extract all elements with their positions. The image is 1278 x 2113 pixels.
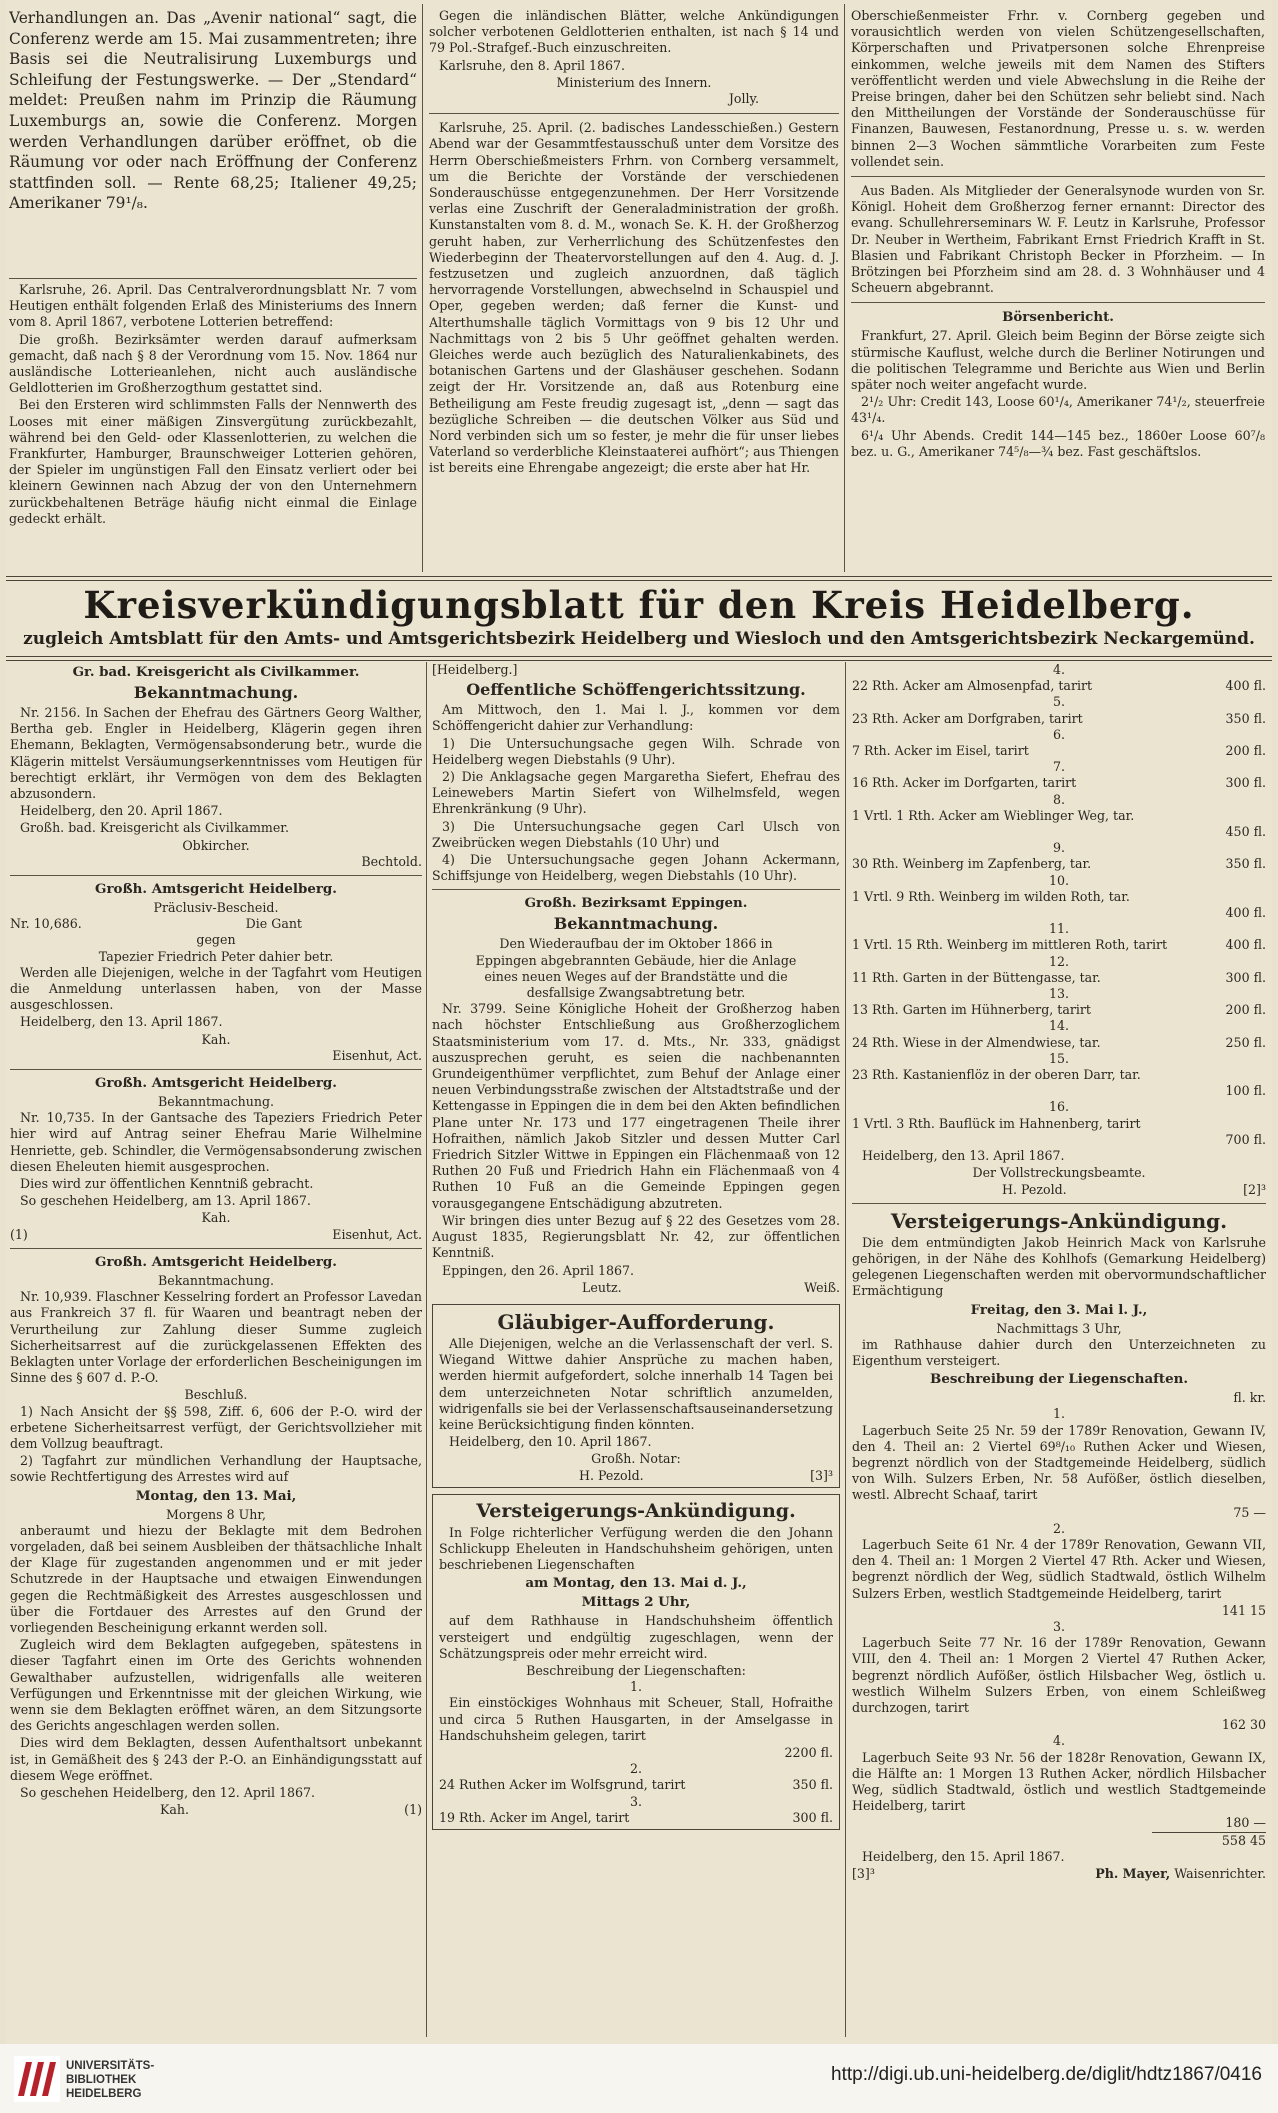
notice-title: Gläubiger-Aufforderung. [497, 1309, 775, 1334]
property-value: 75 — [1233, 1504, 1266, 1520]
property-value: 400 fl. [1225, 937, 1266, 953]
paragraph: Dies wird dem Beklagten, dessen Aufenthaltsort unbekannt ist, in Gemäßheit des § 243 der P.-O. an Einhändigungsstatt auf diesem Wege eröffnet. [10, 1735, 422, 1783]
official-role: Waisenrichter. [1174, 1866, 1266, 1882]
property-value: 100 fl. [1225, 1083, 1266, 1099]
place-label: [Heidelberg.] [432, 662, 518, 677]
list-item [852, 759, 1266, 791]
top-column-3 [851, 8, 1265, 572]
property-description: 11 Rth. Garten in der Büttengasse, tar. [852, 969, 1101, 985]
item-number: 12. [1048, 953, 1070, 969]
dateline: Heidelberg, den 15. April 1867. [862, 1848, 1065, 1864]
property-heading: Beschreibung der Liegenschaften. [930, 1371, 1188, 1388]
library-name-line: UNIVERSITÄTS- [66, 2060, 155, 2072]
case-person: Tapezier Friedrich Peter dahier betr. [98, 948, 334, 964]
signer: H. Pezold. [1002, 1181, 1067, 1197]
property-description: 23 Rth. Kastanienflöz in der oberen Darr, tar. [852, 1067, 1141, 1083]
item-number: 10. [1048, 872, 1070, 888]
masthead-rule-bottom [6, 656, 1272, 661]
masthead-rule-top [6, 576, 1272, 581]
item-number: 16. [1048, 1099, 1070, 1115]
property-description: Lagerbuch Seite 77 Nr. 16 der 1789r Renovation, Gewann VIII, den 4. Theil an: 1 Morgen 2 Viertel 47 Ruthen Acker, begrenzt nördlich Aufößer, östlich Hilsbacher Weg, östlich u. westlich Wilhelm Sulzers Erben, von einem Schleißweg durchzogen, tarirt [852, 1635, 1266, 1715]
list-item: 2) Die Anklagsache gegen Margaretha Siefert, Ehefrau des Leinewebers Martin Siefert von Wilhelmsfeld, wegen Ehrenkränkung (9 Uhr). [432, 769, 840, 817]
list-item [852, 986, 1266, 1018]
property-description: 16 Rth. Acker im Dorfgarten, tarirt [852, 775, 1077, 791]
newspaper-page [6, 0, 1272, 2113]
clerk: Weiß. [804, 1279, 840, 1295]
property-value: 450 fl. [1225, 824, 1266, 840]
property-description: 23 Rth. Acker am Dorfgraben, tarirt [852, 710, 1083, 726]
list-item [852, 840, 1266, 872]
section-heading: Börsenbericht. [1002, 309, 1114, 326]
property-value: 2200 fl. [784, 1744, 833, 1760]
paragraph: 2¹/₂ Uhr: Credit 143, Loose 60¹/₄, Amerikaner 74¹/₂, steuerfreie 43¹/₄. [851, 394, 1265, 426]
top-column-2 [429, 8, 839, 572]
property-description: 24 Ruthen Acker im Wolfsgrund, tarirt [439, 1777, 686, 1793]
masthead-subtitle: zugleich Amtsblatt für den Amts- und Amtsgerichtsbezirk Heidelberg und Wiesloch und den Amtsgerichtsbezirk Neckargemünd. [23, 629, 1255, 649]
paragraph: Karlsruhe, 25. April. (2. badisches Landesschießen.) Gestern Abend war der Gesammtfestausschuß unter dem Vorsitze des Herrn Oberschießmeisters Frhrn. von Cornberg versammelt, um die Berichte der Vorstände der verschiedenen Sonderauschüsse entgegenzunehmen. Der Herr Vorsitzende verlas eine Zuschrift der Generaladministration der großh. Kunstanstalten vom 8. d. M., wonach Se. K. H. der Großherzog geruht haben, zur Verherrlichung des Schützenfestes den Wiederbeginn der Theatervorstellungen auf den 4. Aug. d. J. festzusetzen und zugleich anzuordnen, daß täglich hervorragende Vorstellungen, abwechselnd in Schauspiel und Oper, gegeben werden; daß ferner die Kunst- und Alterthumshalle täglich Vormittags von 9 bis 12 Uhr und Nachmittags von 2 bis 5 Uhr geöffnet gehalten werden. Gleiches werde auch bezüglich des Naturalienkabinets, des botanischen Gartens und der Glashäuser geschehen. Sodann zeigt der Hr. Vorsitzende an, daß aus Rotenburg eine Betheiligung am Feste freudig zugesagt ist, „denn — sagt das bezügliche Schreiben — die deutschen Völker aus Süd und Nord verbinden sich um so fester, je mehr die für unser liebes Vaterland so verderbliche Kleinstaaterei aufhört“; aus Thiengen ist bereits eine Ehrengabe angezeigt; die erste aber hat Hr. [429, 120, 839, 476]
ministry-label: Ministerium des Innern. [556, 74, 712, 90]
clerk: Eisenhut, Act. [332, 1047, 422, 1063]
divider [851, 302, 1265, 303]
property-list [852, 662, 1266, 1148]
property-value: 180 — [1225, 1815, 1266, 1831]
signer: H. Pezold. [579, 1467, 644, 1483]
library-footer [0, 2044, 1278, 2113]
permalink[interactable]: http://digi.ub.uni-heidelberg.de/diglit/hdtz1867/0416 [831, 2064, 1262, 2085]
divider [852, 1203, 1266, 1204]
property-value: 141 15 [1221, 1602, 1266, 1618]
paragraph: im Rathhause dahier durch den Unterzeichneten zu Eigenthum versteigert. [852, 1336, 1266, 1368]
property-heading: Beschreibung der Liegenschaften: [526, 1662, 746, 1678]
property-value: 300 fl. [1225, 969, 1266, 985]
item-number: 1. [1052, 1406, 1066, 1422]
property-description: 1 Vrtl. 1 Rth. Acker am Wieblinger Weg, tar. [852, 807, 1135, 823]
paragraph: In Folge richterlicher Verfügung werden die den Johann Schlickupp Eheleuten in Handschuhsheim gehörigen, unten beschriebenen Liegenschaften [439, 1524, 833, 1573]
signature-row [432, 1280, 840, 1296]
item-number: 7. [1052, 759, 1066, 775]
item-number: 3. [1052, 1618, 1066, 1634]
list-item [852, 954, 1266, 986]
property-description: Lagerbuch Seite 61 Nr. 4 der 1789r Renovation, Gewann VII, den 4. Theil an: 1 Morgen 2 Viertel 47 Rth. Acker und Wiesen, begrenzt nördlich der Weg, südlich Stadtwald, östlich Wilhelm Sulzers Erben, westlich Stadtgemeinde Heidelberg, tarirt [852, 1536, 1266, 1601]
dateline: Heidelberg, den 20. April 1867. [20, 803, 223, 819]
signature-row [852, 1866, 1266, 1882]
property-description: Ein einstöckiges Wohnhaus mit Scheuer, Stall, Hofraithe und circa 5 Ruthen Hausgarten, in der Amselgasse in Handschuhsheim gelegen, tarirt [439, 1695, 833, 1743]
middle-column [432, 662, 840, 2034]
list-item [852, 727, 1266, 759]
clerk: Eisenhut, Act. [332, 1226, 422, 1242]
resolution-item: 2) Tagfahrt zur mündlichen Verhandlung der Hauptsache, sowie Rechtfertigung des Arrestes wird auf [10, 1453, 422, 1485]
property-value: 300 fl. [792, 1809, 833, 1825]
divider [10, 1069, 422, 1070]
divider [429, 113, 839, 114]
property-row [439, 1810, 833, 1826]
list-item [852, 662, 1266, 694]
signer: Ph. Mayer, [1095, 1866, 1171, 1882]
property-value: 350 fl. [1225, 710, 1266, 726]
property-description: Lagerbuch Seite 25 Nr. 59 der 1789r Renovation, Gewann IV, den 4. Theil an: 2 Viertel 69⁸/₁₀ Ruthen Acker und Wiesen, begrenzt nördlich von der Stadtgemeinde Heidelberg, südlich von Wilh. Sulzers Erben, Nr. 58 Aufößer, östlich dieselben, westl. Albrecht Schaaf, tarirt [852, 1422, 1266, 1503]
property-description: 1 Vrtl. 3 Rth. Bauflück im Hahnenberg, tarirt [852, 1115, 1141, 1131]
notice-title: Oeffentliche Schöffengerichtssitzung. [466, 680, 806, 700]
property-value: 162 30 [1221, 1717, 1266, 1733]
auction-time: Mittags 2 Uhr, [581, 1594, 691, 1611]
paragraph: anberaumt und hiezu der Beklagte mit dem Bedrohen vorgeladen, daß bei seinem Ausbleiben der thätsachliche Inhalt der Klage für zugestanden angenommen und er mit jeder Schutzrede in der Hauptsache und etwaigen Einwendungen gegen die Rechtmäßigkeit des Arrestes ausgeschlossen und über die Fortdauer des Arrestes auf den Grund der vorliegenden Bescheinigung erkannt werden soll. [10, 1522, 422, 1635]
property-value: 350 fl. [1225, 856, 1266, 872]
resolution-item: 1) Nach Ansicht der §§ 598, Ziff. 6, 606 der P.-O. wird der erbetene Sicherheitsarrest verfügt, der Gerichtsvollzieher mit dem Vollzug beauftragt. [10, 1403, 422, 1451]
paragraph: auf dem Rathhause in Handschuhsheim öffentlich versteigert und endgültig zugeschlagen, wenn der Schätzungspreis oder mehr erreicht wird. [439, 1613, 833, 1661]
hearing-time: Morgens 8 Uhr, [166, 1506, 266, 1522]
list-item [852, 921, 1266, 953]
paragraph: Dies wird zur öffentlichen Kenntniß gebracht. [20, 1176, 314, 1192]
notice-number: [3]³ [810, 1467, 833, 1483]
paragraph: Gegen die inländischen Blätter, welche Ankündigungen solcher verbotenen Geldlotterien enthalten, ist nach § 14 und 79 Pol.-Strafgef.-Buch einzuschreiten. [429, 8, 839, 56]
left-column [10, 662, 422, 2034]
dateline: Heidelberg, den 13. April 1867. [862, 1148, 1065, 1164]
notice-title: Präclusiv-Bescheid. [153, 900, 279, 916]
hearing-date: Montag, den 13. Mai, [135, 1487, 297, 1504]
property-description: 7 Rth. Acker im Eisel, tarirt [852, 743, 1029, 759]
paragraph: Die großh. Bezirksämter werden darauf aufmerksam gemacht, daß nach § 8 der Verordnung vom 15. Nov. 1864 nur ausländische Lotterieanlehen, nicht auch ausländische Geldlotterien im Großherzogthum gestattet sind. [9, 331, 417, 396]
case-line [10, 916, 422, 932]
auction-date: am Montag, den 13. Mai d. J., [525, 1575, 747, 1592]
signer: Kah. [160, 1802, 190, 1818]
list-item [852, 1018, 1266, 1050]
item-number: 2. [629, 1761, 643, 1777]
notice-title: Versteigerungs-Ankündigung. [890, 1208, 1228, 1233]
paragraph: Verhandlungen an. Das „Avenir national“ sagt, die Conferenz werde am 15. Mai zusammentreten; ihre Basis sei die Neutralisirung Luxemburgs und Schleifung der Festungswerke. — Der „Stendard“ meldet: Preußen nahm im Prinzip die Räumung Luxemburgs an, sowie die Conferenz. Morgen werden Verhandlungen darüber eröffnet, ob die Räumung vor oder nach Eröffnung der Conferenz stattfinden soll. — Rente 68,25; Italiener 49,25; Amerikaner 79¹/₈. [9, 9, 417, 213]
library-name-line: HEIDELBERG [66, 2088, 142, 2100]
resolution-heading: Beschluß. [184, 1387, 248, 1403]
item-number: 13. [1048, 986, 1070, 1002]
case-gegen: gegen [196, 932, 236, 948]
item-number: 15. [1048, 1050, 1070, 1066]
notice-number: [2]³ [1243, 1181, 1266, 1197]
signer: Obkircher. [182, 837, 250, 853]
property-description: Lagerbuch Seite 93 Nr. 56 der 1828r Renovation, Gewann IX, die Hälfte an: 1 Morgen 13 Ruthen Acker, nördlich Hilsbacher Weg, südlich Stadtwald, östlich und westlich Stadtgemeinde Heidelberg, tarirt [852, 1749, 1266, 1814]
top-column-1b [9, 282, 417, 572]
case-number: Nr. 10,686. [10, 916, 82, 932]
property-description: 19 Rth. Acker im Angel, tarirt [439, 1809, 630, 1825]
paragraph: Nr. 3799. Seine Königliche Hoheit der Großherzog haben nach höchster Entschließung aus Großherzoglichem Staatsministerium vom 17. d. Mts., Nr. 333, gnädigst auszusprechen geruht, es seien die nachbenannten Grundeigenthümer verpflichtet, zum Behuf der Anlage einer neuen Verbindungsstraße zwischen der Altstadtstraße und der Kettengasse in Eppingen die in dem bei den Akten befindlichen Plane unter Nr. 173 und 177 eingetragenen Theile ihrer Hofraithen, nämlich Jakob Sitzler und dessen Mutter Carl Friedrich Sitzler Wittwe in Eppingen ein Flächenmaaß von 12 Ruthen 20 Fuß und Friedrich Hahn ein Flächenmaaß von 4 Ruthen 10 Fuß an die Gemeinde Eppingen gegen vorausgegangene Entschädigung abzutreten. [432, 1001, 840, 1211]
list-item: 3) Die Untersuchungsache gegen Carl Ulsch von Zweibrücken wegen Diebstahls (10 Uhr) und [432, 818, 840, 850]
court-name: Großh. bad. Kreisgericht als Civilkammer. [20, 820, 289, 836]
property-description: 22 Rth. Acker am Almosenpfad, tarirt [852, 678, 1093, 694]
list-item: 1) Die Untersuchungsache gegen Wilh. Schrade von Heidelberg wegen Diebstahls (9 Uhr). [432, 735, 840, 767]
signer: Leutz. [582, 1279, 622, 1295]
paragraph: Frankfurt, 27. April. Gleich beim Beginn der Börse zeigte sich stürmische Kauflust, welche durch die Berliner Notirungen und die politischen Telegramme und Berichte aus Wien und Berlin später noch weiter angefacht wurde. [851, 328, 1265, 393]
item-number: 6. [1052, 726, 1066, 742]
divider [10, 875, 422, 876]
notice-title: Versteigerungs-Ankündigung. [476, 1499, 796, 1522]
list-item [852, 873, 1266, 922]
list-item [852, 1051, 1266, 1100]
list-item [852, 792, 1266, 841]
library-name-line: BIBLIOTHEK [66, 2074, 137, 2086]
dateline: Heidelberg, den 13. April 1867. [20, 1014, 223, 1030]
property-description: 24 Rth. Wiese in der Almendwiese, tar. [852, 1034, 1101, 1050]
signature-row [10, 1802, 422, 1818]
auction-time: Nachmittags 3 Uhr, [996, 1320, 1122, 1336]
notice-title: Bekanntmachung. [157, 1272, 275, 1288]
notice-number: (1) [10, 1226, 28, 1242]
property-row [439, 1777, 833, 1793]
property-value: 400 fl. [1225, 678, 1266, 694]
paragraph: Die dem entmündigten Jakob Heinrich Mack von Karlsruhe gehörigen, in der Nähe des Kohlhofs (Gemarkung Heidelberg) gelegenen Liegenschaften werden mit obervormundschaftlicher Ermächtigung [852, 1234, 1266, 1299]
total-value: 558 45 [1152, 1832, 1266, 1849]
signature-row [852, 1182, 1266, 1198]
notice-issuer: Großh. Amtsgericht Heidelberg. [95, 1075, 337, 1092]
list-item [852, 1099, 1266, 1148]
property-value: 400 fl. [1225, 905, 1266, 921]
notice-number: [3]³ [852, 1866, 875, 1882]
item-number: 4. [1052, 662, 1066, 677]
paragraph: 6¹/₄ Uhr Abends. Credit 144—145 bez., 1860er Loose 60⁷/₈ bez. u. G., Amerikaner 74⁵/₈—¾ bez. Fast geschäftslos. [851, 427, 1265, 459]
signature-row [10, 1227, 422, 1243]
column-rule [844, 4, 845, 572]
item-number: 2. [1052, 1520, 1066, 1536]
paragraph: Nr. 10,735. In der Gantsache des Tapeziers Friedrich Peter hier wird auf Antrag seiner Ehefrau Marie Wilhelmine Henriette, geb. Schindler, die Vermögensabsonderung zwischen diesen Eheleuten hiemit ausgesprochen. [10, 1110, 422, 1174]
signer: Kah. [201, 1210, 231, 1226]
paragraph: Nr. 2156. In Sachen der Ehefrau des Gärtners Georg Walther, Bertha geb. Engler in Heidelberg, Klägerin gegen ihren Ehemann, Beklagten, Vermögensabsonderung betr., wurde die Klägerin mittelst Versäumungserkenntnisses vom Heutigen für berechtigt erklärt, ihr Vermögen von dem des Beklagten abzusondern. [10, 705, 422, 802]
case-name: Die Gant [245, 916, 302, 932]
right-column [852, 662, 1266, 2034]
dateline: So geschehen Heidelberg, am 13. April 1867. [20, 1193, 311, 1209]
paragraph: Karlsruhe, 26. April. Das Centralverordnungsblatt Nr. 7 vom Heutigen enthält folgenden Erlaß des Ministeriums des Innern vom 8. April 1867, verbotene Lotterien betreffend: [9, 282, 417, 330]
item-number: 9. [1052, 840, 1066, 856]
subject-line: Den Wiederaufbau der im Oktober 1866 in Eppingen abgebrannten Gebäude, hier die Anlage eines neuen Weges auf der Brandstätte und die desfallsige Zwangsabtretung betr. [475, 936, 797, 1001]
item-number: 14. [1048, 1018, 1070, 1034]
property-description: 1 Vrtl. 9 Rth. Weinberg im wilden Roth, tar. [852, 888, 1130, 904]
list-item [852, 694, 1266, 726]
clerk: Bechtold. [361, 853, 422, 869]
divider [851, 176, 1265, 177]
notary-role: Großh. Notar: [591, 1451, 681, 1467]
item-number: 11. [1048, 921, 1070, 937]
notice-issuer: Großh. Amtsgericht Heidelberg. [95, 1253, 337, 1270]
paragraph: Nr. 10,939. Flaschner Kesselring fordert an Professor Lavedan aus Frankreich 37 fl. für Waaren und beantragt neben der Verurtheilung zur Zahlung dieser Summe zugleich Sicherheitsarrest auf die zurückgelassenen Effekten des Beklagten unter Vorlage der erforderlichen Bescheinigungen im Sinne des § 607 d. P.-O. [10, 1289, 422, 1386]
notice-issuer: Gr. bad. Kreisgericht als Civilkammer. [72, 664, 360, 680]
property-description: 13 Rth. Garten im Hühnerberg, tarirt [852, 1002, 1091, 1018]
property-value: 350 fl. [792, 1777, 833, 1793]
item-number: 3. [629, 1793, 643, 1809]
dateline: So geschehen Heidelberg, den 12. April 1867. [20, 1784, 316, 1800]
paragraph: Wir bringen dies unter Bezug auf § 22 des Gesetzes vom 28. August 1835, Regierungsblatt Nr. 42, zur öffentlichen Kenntniß. [432, 1212, 840, 1261]
property-value: 200 fl. [1225, 743, 1266, 759]
university-library-logo-icon [14, 2056, 60, 2102]
auction-notice-box [432, 1494, 840, 1830]
item-number: 8. [1052, 791, 1066, 807]
property-value: 250 fl. [1225, 1034, 1266, 1050]
property-description: 1 Vrtl. 15 Rth. Weinberg im mittleren Roth, tarirt [852, 937, 1168, 953]
dateline: Heidelberg, den 10. April 1867. [449, 1434, 652, 1450]
property-description: 30 Rth. Weinberg im Zapfenberg, tar. [852, 856, 1092, 872]
dateline: Eppingen, den 26. April 1867. [442, 1262, 635, 1278]
notice-title: Bekanntmachung. [133, 683, 299, 702]
notice-number: (1) [404, 1802, 422, 1818]
column-rule [426, 662, 427, 2037]
item-number: 4. [1052, 1733, 1066, 1749]
signer: Kah. [201, 1031, 231, 1047]
paragraph: Oberschießenmeister Frhr. v. Cornberg gegeben und vorausichtlich werden von vielen Schützengesellschaften, Körperschaften und Privatpersonen solche Ehrenpreise einkommen, welche jeweils mit dem Namen des Stifters veröffentlicht werden und viele Abwechslung in die Reihe der Preise bringen, daher bei den Schützen sehr beliebt sind. Nach den Mittheilungen der Vorstände der Sonderauschüsse für Finanzen, Bauwesen, Festanordnung, Presse u. s. w. werden binnen 2—3 Wochen sämmtliche Vorarbeiten zum Feste vollendet sein. [851, 8, 1265, 169]
paragraph: Zugleich wird dem Beklagten aufgegeben, spätestens in dieser Tagfahrt einen im Orte des Gerichts wohnenden Gewalthaber aufzustellen, widrigenfalls alle weiteren Verfügungen und Erkenntnisse mit der gleichen Wirkung, wie wenn sie dem Beklagten eröffnet wären, an dem Sitzungsorte des Gerichts angeschlagen werden sollen. [10, 1637, 422, 1734]
dateline: Karlsruhe, den 8. April 1867. [439, 57, 626, 73]
creditor-notice-box [432, 1304, 840, 1488]
paragraph: Am Mittwoch, den 1. Mai l. J., kommen vor dem Schöffengericht dahier zur Verhandlung: [432, 702, 840, 734]
paragraph: Bei den Ersteren wird schlimmsten Falls der Nennwerth des Looses mit einer mäßigen Zinsvergütung zurückbezahlt, während bei den Geld- oder Klassenlotterien, zu welchen die Frankfurter, Hamburger, Braunschweiger Lotterien gehören, der Spieler im ungünstigen Fall den Einsatz verliert oder bei kleinern Gewinnen nach Abzug der von den Unternehmern zurückbehaltenen Beträge häufig nicht einmal die Einlage gedeckt erhält. [9, 397, 417, 526]
item-number: 5. [1052, 694, 1066, 710]
paragraph: Aus Baden. Als Mitglieder der Generalsynode wurden von Sr. Königl. Hoheit dem Großherzog ferner ernannt: Director des evang. Schullehrerseminars W. F. Leutz in Karlsruhe, Professor Dr. Neuber in Wertheim, Fabrikant Ernst Friedrich Krafft in St. Blasien und Fabrikant Christoph Becker in Pforzheim. — In Brötzingen bei Pforzheim sind am 28. d. 3 Wohnhäuser und 4 Scheuern abgebrannt. [851, 183, 1265, 296]
divider [10, 1248, 422, 1249]
library-name [66, 2059, 154, 2101]
notice-issuer: Großh. Amtsgericht Heidelberg. [95, 881, 337, 898]
item-number: 1. [629, 1679, 643, 1695]
signature-row [439, 1468, 833, 1484]
paragraph: Alle Diejenigen, welche an die Verlassenschaft der verl. S. Wiegand Wittwe dahier Ansprüche zu machen haben, werden hiermit aufgefordert, solche innerhalb 14 Tagen bei dem unterzeichneten Notar schriftlich anzumelden, widrigenfalls sie bei der Verlassenschaftsauseinandersetzung keine Berücksichtigung finden könnten. [439, 1335, 833, 1432]
column-rule [422, 4, 423, 572]
top-column-1 [9, 8, 417, 276]
notice-issuer: Großh. Bezirksamt Eppingen. [524, 895, 748, 912]
property-value: 300 fl. [1225, 775, 1266, 791]
auction-date: Freitag, den 3. Mai l. J., [970, 1301, 1148, 1318]
divider [432, 889, 840, 890]
notice-title: Bekanntmachung. [157, 1094, 275, 1110]
divider [9, 278, 417, 279]
official-role: Der Vollstreckungsbeamte. [972, 1165, 1146, 1181]
masthead-title: Kreisverkündigungsblatt für den Kreis Heidelberg. [83, 583, 1195, 627]
list-item: 4) Die Untersuchungsache gegen Johann Ackermann, Schiffsjunge von Heidelberg, wegen Diebstahls (10 Uhr). [432, 852, 840, 884]
signature: Jolly. [728, 91, 759, 107]
property-value: 200 fl. [1225, 1002, 1266, 1018]
property-value: 700 fl. [1225, 1131, 1266, 1147]
currency-header: fl. kr. [1233, 1390, 1266, 1406]
paragraph: Werden alle Diejenigen, welche in der Tagfahrt vom Heutigen die Anmeldung unterlassen haben, von der Masse ausgeschlossen. [10, 964, 422, 1013]
column-rule [845, 662, 846, 2037]
notice-title: Bekanntmachung. [553, 914, 719, 934]
